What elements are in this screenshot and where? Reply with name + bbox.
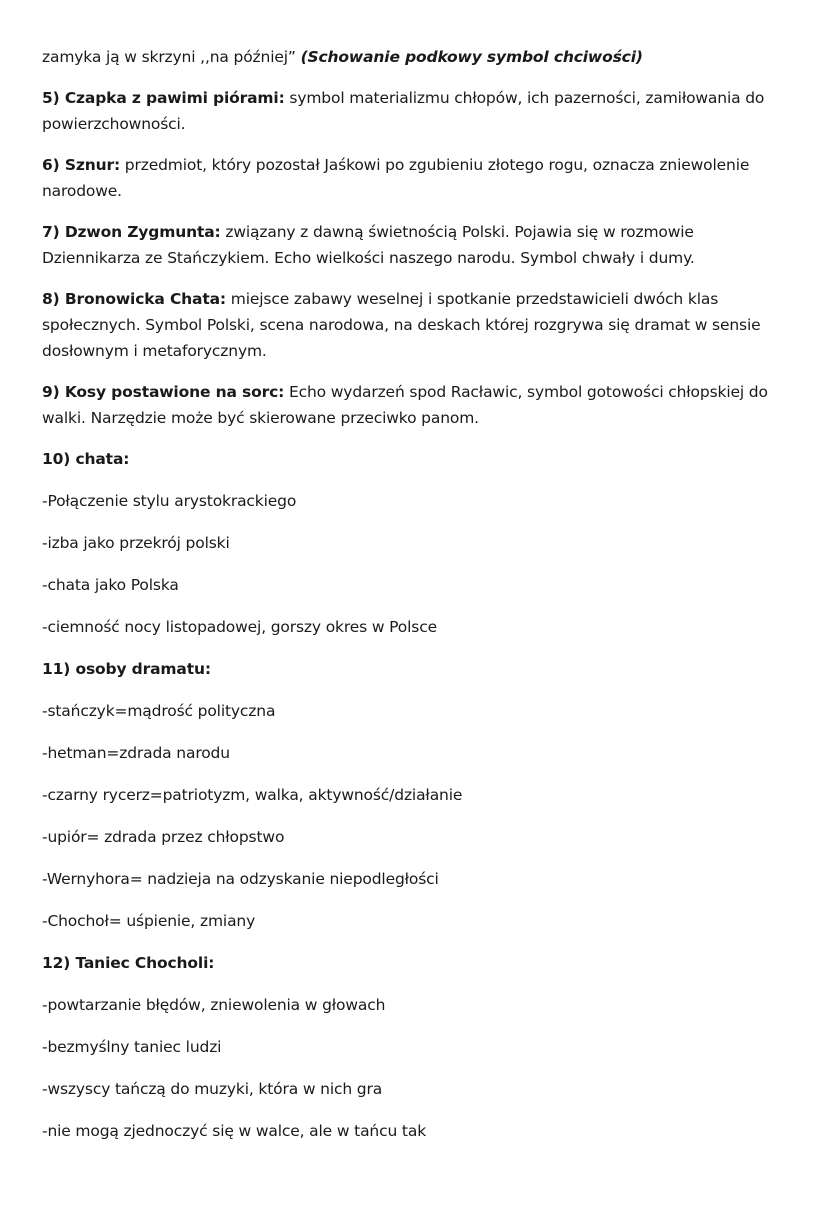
list-item: -ciemność nocy listopadowej, gorszy okres w Polsce	[42, 618, 437, 636]
list-item: -Połączenie stylu arystokrackiego	[42, 492, 297, 510]
list-item: -bezmyślny taniec ludzi	[42, 1038, 222, 1056]
intro-text: zamyka ją w skrzyni ,,na później”	[42, 48, 301, 66]
section-heading-chata: 10) chata:	[42, 450, 130, 468]
list-item: -czarny rycerz=patriotyzm, walka, aktywność/działanie	[42, 786, 463, 804]
list-item: -izba jako przekrój polski	[42, 534, 230, 552]
document-page	[42, 44, 792, 1160]
intro-emphasis: (Schowanie podkowy symbol chciwości)	[300, 48, 643, 66]
list-item: -nie mogą zjednoczyć się w walce, ale w tańcu tak	[42, 1122, 427, 1140]
symbol-paragraph-8	[42, 286, 792, 364]
symbol-description: Echo wydarzeń spod Racławic, symbol gotowości chłopskiej do walki. Narzędzie może być skierowane przeciwko panom.	[42, 383, 768, 427]
symbol-paragraph-6	[42, 152, 792, 204]
symbol-label: 9) Kosy postawione na sorc:	[42, 383, 285, 401]
symbol-label: 5) Czapka z pawimi piórami:	[42, 89, 285, 107]
section-heading-taniec-chocholi: 12) Taniec Chocholi:	[42, 954, 215, 972]
list-item: -chata jako Polska	[42, 576, 179, 594]
list-item: -powtarzanie błędów, zniewolenia w głowach	[42, 996, 386, 1014]
symbol-label: 6) Sznur:	[42, 156, 121, 174]
symbol-description: miejsce zabawy weselnej i spotkanie przedstawicieli dwóch klas społecznych. Symbol Polski, scena narodowa, na deskach której rozgrywa się dramat w sensie dosłownym i metaforycznym.	[42, 290, 761, 360]
symbol-description: symbol materializmu chłopów, ich pazerności, zamiłowania do powierzchowności.	[42, 89, 765, 133]
symbol-label: 7) Dzwon Zygmunta:	[42, 223, 221, 241]
symbol-description: przedmiot, który pozostał Jaśkowi po zgubieniu złotego rogu, oznacza zniewolenie narodowe.	[42, 156, 750, 200]
section-heading-osoby-dramatu: 11) osoby dramatu:	[42, 660, 211, 678]
list-item: -Wernyhora= nadzieja na odzyskanie niepodległości	[42, 870, 439, 888]
list-item: -stańczyk=mądrość polityczna	[42, 702, 276, 720]
list-item: -wszyscy tańczą do muzyki, która w nich gra	[42, 1080, 383, 1098]
intro-paragraph	[42, 44, 792, 70]
symbol-paragraph-9	[42, 379, 792, 431]
symbol-description: związany z dawną świetnością Polski. Pojawia się w rozmowie Dziennikarza ze Stańczykiem. Echo wielkości naszego narodu. Symbol chwały i dumy.	[42, 223, 695, 267]
symbol-label: 8) Bronowicka Chata:	[42, 290, 226, 308]
list-item: -upiór= zdrada przez chłopstwo	[42, 828, 285, 846]
list-item: -hetman=zdrada narodu	[42, 744, 230, 762]
symbol-paragraph-7	[42, 219, 792, 271]
list-item: -Chochoł= uśpienie, zmiany	[42, 912, 256, 930]
symbol-paragraph-5	[42, 85, 792, 137]
